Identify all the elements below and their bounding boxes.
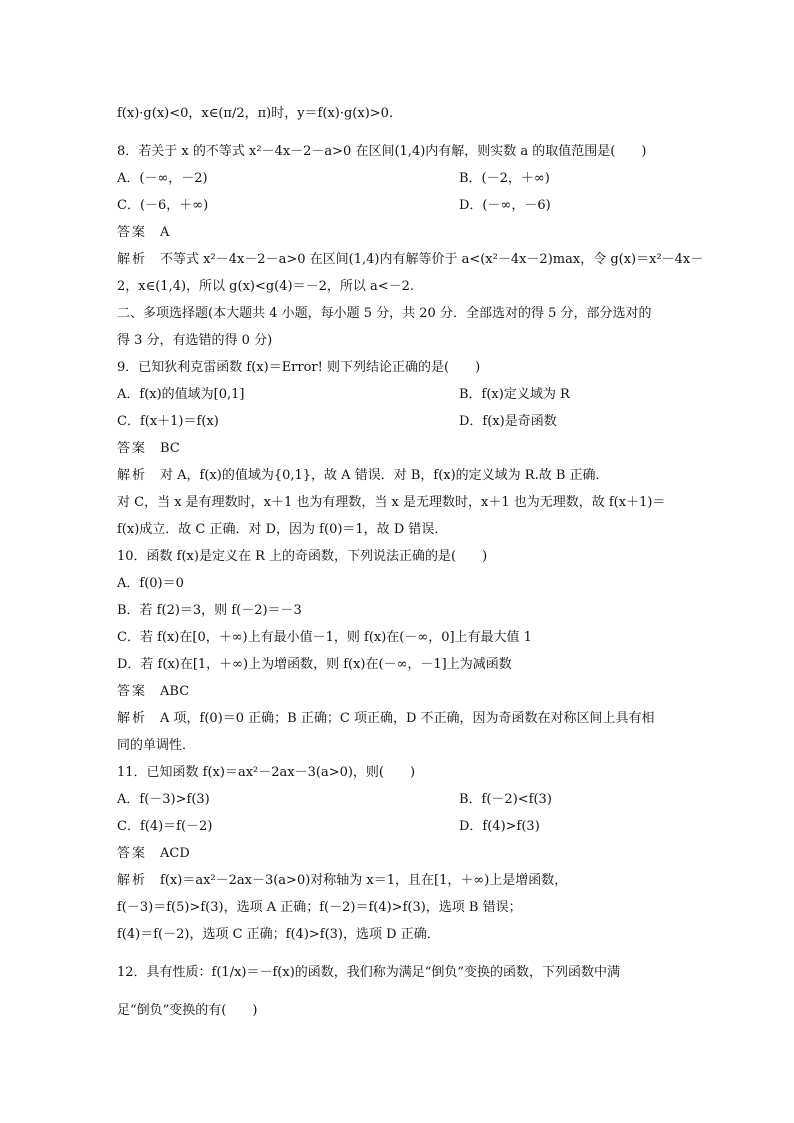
text-line: 对 C，当 x 是有理数时，x＋1 也为有理数，当 x 是无理数时，x＋1 也为无理数，故 f(x＋1)＝ xyxy=(117,495,666,510)
analysis-line xyxy=(117,251,703,269)
answer-line xyxy=(117,440,180,458)
option-c: C．f(x＋1)＝f(x) xyxy=(117,414,219,429)
text-line: f(x)·g(x)<0，x∈(π/2，π)时，y＝f(x)·g(x)>0. xyxy=(117,106,394,121)
answer-label: 答案 xyxy=(117,441,148,456)
option-b: B．若 f(2)＝3，则 f(－2)＝－3 xyxy=(117,603,302,618)
analysis-text: A 项，f(0)＝0 正确；B 正确；C 项正确，D 不正确，因为奇函数在对称区间上具有相 xyxy=(160,711,655,726)
option-a: A．f(x)的值域为[0,1] xyxy=(117,387,245,402)
options-row xyxy=(117,791,552,809)
text-line: 同的单调性． xyxy=(117,738,196,753)
answer-value: A xyxy=(160,225,170,240)
section-heading: 二、多项选择题(本大题共 4 小题，每小题 5 分，共 20 分．全部选对的得 5 分，部分选对的 xyxy=(117,306,652,321)
analysis-line xyxy=(117,467,609,485)
options-row xyxy=(117,386,570,404)
answer-line xyxy=(117,845,190,863)
option-d: D．f(4)>f(3) xyxy=(459,819,540,834)
analysis-label: 解析 xyxy=(117,468,148,483)
option-d: D．f(x)是奇函数 xyxy=(459,414,557,429)
option-a: A．f(－3)>f(3) xyxy=(117,792,210,807)
question-11: 11．已知函数 f(x)＝ax²－2ax－3(a>0)，则( ) xyxy=(117,765,416,780)
answer-line xyxy=(117,683,189,701)
option-b: B．(－2，＋∞) xyxy=(459,171,550,186)
question-9: 9．已知狄利克雷函数 f(x)＝Error! 则下列结论正确的是( ) xyxy=(117,360,481,375)
option-b: B．f(x)定义域为 R xyxy=(459,387,570,402)
question-8: 8．若关于 x 的不等式 x²－4x－2－a>0 在区间(1,4)内有解，则实数 a 的取值范围是( ) xyxy=(117,144,647,159)
option-c: C．f(4)＝f(－2) xyxy=(117,819,213,834)
options-row xyxy=(117,170,550,188)
option-d: D．(－∞，－6) xyxy=(459,198,551,213)
analysis-line xyxy=(117,710,655,728)
analysis-label: 解析 xyxy=(117,711,148,726)
option-c: C．若 f(x)在[0，＋∞)上有最小值－1，则 f(x)在(－∞，0]上有最大值 1 xyxy=(117,630,532,645)
analysis-line xyxy=(117,872,567,890)
answer-label: 答案 xyxy=(117,684,148,699)
answer-value: ABC xyxy=(160,684,190,699)
option-b: B．f(－2)<f(3) xyxy=(459,792,552,807)
text-line: f(x)成立．故 C 正确．对 D，因为 f(0)＝1，故 D 错误． xyxy=(117,522,448,537)
options-row xyxy=(117,413,557,431)
question-10: 10．函数 f(x)是定义在 R 上的奇函数，下列说法正确的是( ) xyxy=(117,549,488,564)
option-a: A．f(0)＝0 xyxy=(117,576,184,591)
text-line: 足“倒负”变换的有( ) xyxy=(117,1003,258,1018)
answer-label: 答案 xyxy=(117,225,148,240)
answer-value: BC xyxy=(160,441,180,456)
analysis-text: f(x)＝ax²－2ax－3(a>0)对称轴为 x＝1，且在[1，＋∞)上是增函数， xyxy=(160,873,568,888)
text-line: f(4)＝f(－2)，选项 C 正确；f(4)>f(3)，选项 D 正确． xyxy=(117,927,440,942)
answer-value: ACD xyxy=(160,846,190,861)
option-d: D．若 f(x)在[1，＋∞)上为增函数，则 f(x)在(－∞，－1]上为减函数 xyxy=(117,657,512,672)
text-line: f(－3)＝f(5)>f(3)，选项 A 正确；f(－2)＝f(4)>f(3)，选项 B 错误； xyxy=(117,900,522,915)
text-line: 2，x∈(1,4)，所以 g(x)<g(4)＝－2，所以 a<－2. xyxy=(117,279,415,294)
analysis-text: 不等式 x²－4x－2－a>0 在区间(1,4)内有解等价于 a<(x²－4x－2)max，令 g(x)＝x²－4x－ xyxy=(160,252,704,267)
options-row xyxy=(117,818,540,836)
option-c: C．(－6，＋∞) xyxy=(117,198,209,213)
answer-line xyxy=(117,224,169,242)
analysis-label: 解析 xyxy=(117,252,148,267)
question-12: 12．具有性质：f(1/x)＝－f(x)的函数，我们称为满足“倒负”变换的函数，下列函数中满 xyxy=(117,965,621,980)
option-a: A．(－∞，－2) xyxy=(117,171,208,186)
analysis-label: 解析 xyxy=(117,873,148,888)
analysis-text: 对 A，f(x)的值域为{0,1}，故 A 错误．对 B，f(x)的定义域为 R.故 B 正确． xyxy=(160,468,609,483)
text-line: 得 3 分，有选错的得 0 分) xyxy=(117,333,273,348)
answer-label: 答案 xyxy=(117,846,148,861)
options-row xyxy=(117,197,551,215)
